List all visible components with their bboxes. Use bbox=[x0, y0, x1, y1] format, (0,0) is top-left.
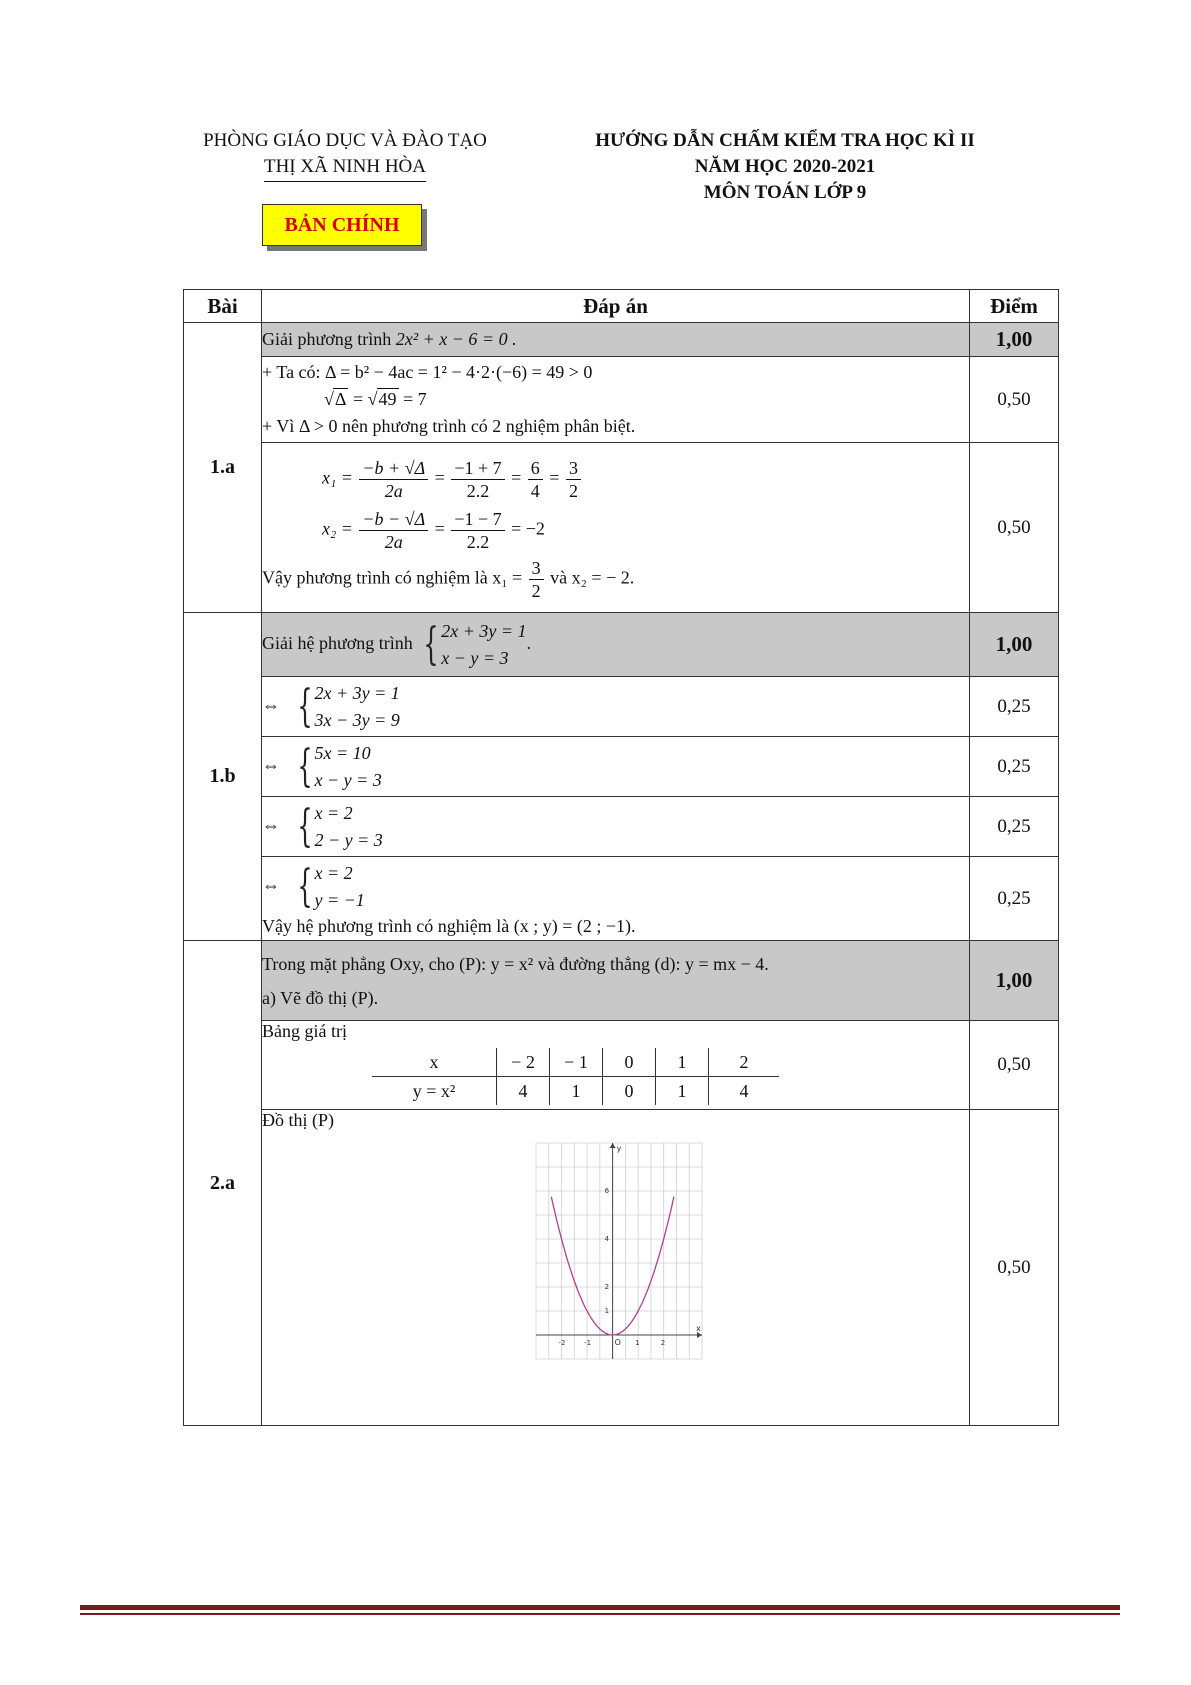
col-dapan: Đáp án bbox=[262, 290, 970, 323]
x-axis-label: x bbox=[696, 1324, 701, 1333]
p1b-label: 1.b bbox=[184, 613, 262, 941]
p1b-question-points: 1,00 bbox=[970, 613, 1059, 677]
y-row-label: y = x² bbox=[372, 1077, 497, 1106]
x1-label: x₁ = bbox=[322, 467, 353, 488]
p2a-table-points: 0,50 bbox=[970, 1021, 1059, 1110]
official-stamp: BẢN CHÍNH bbox=[262, 204, 422, 246]
value-table bbox=[372, 1048, 779, 1105]
p1b-step2: ⇔ { 5x = 10 x − y = 3 bbox=[262, 737, 970, 797]
graph-title: Đồ thị (P) bbox=[262, 1110, 334, 1130]
p1b-question-text: Giải hệ phương trình bbox=[262, 632, 413, 653]
x2-label: x₂ = bbox=[322, 518, 353, 539]
p1b-question-row bbox=[184, 613, 1059, 677]
p1b-step4: ⇔ { x = 2 y = −1 Vậy hệ phương trình có nghiệm là (x ; y) = (2 ; −1). bbox=[262, 857, 970, 941]
title-line3: MÔN TOÁN LỚP 9 bbox=[703, 182, 867, 203]
p1b-step2-row bbox=[184, 737, 1059, 797]
title-line1: HƯỚNG DẪN CHẤM KIỂM TRA HỌC KÌ II bbox=[595, 130, 975, 151]
y-tick-label: 4 bbox=[604, 1235, 610, 1243]
p2a-question-line1: Trong mặt phẳng Oxy, cho (P): y = x² và đường thẳng (d): y = mx − 4. bbox=[262, 953, 769, 974]
p1b-step4-points: 0,25 bbox=[970, 857, 1059, 941]
x2-result: = −2 bbox=[511, 518, 545, 539]
p1b-step1-row bbox=[184, 677, 1059, 737]
p2a-graph-row bbox=[184, 1110, 1059, 1426]
p2a-graph-points: 0,50 bbox=[970, 1110, 1059, 1426]
col-diem: Điểm bbox=[970, 290, 1059, 323]
value-table-x-row bbox=[372, 1048, 779, 1077]
y-tick-label: 2 bbox=[604, 1283, 610, 1291]
p1a-x2: x₂ = $\frac{-b - √\Delta}{2a}$ = $\frac{-1 - 7}{2.2}$ = −2 bbox=[322, 509, 545, 552]
p2a-label: 2.a bbox=[184, 941, 262, 1426]
p1a-question bbox=[262, 323, 970, 357]
x-cell: 2 bbox=[709, 1048, 780, 1077]
p1b-step1: ⇔ { 2x + 3y = 1 3x − 3y = 9 bbox=[262, 677, 970, 737]
p1a-condition: + Vì Δ > 0 nên phương trình có 2 nghiệm phân biệt. bbox=[262, 416, 636, 436]
x-tick-label: 2 bbox=[660, 1339, 666, 1347]
p1b-step3-points: 0,25 bbox=[970, 797, 1059, 857]
p1a-question-text: Giải phương trình bbox=[262, 329, 392, 349]
p1b-step1-points: 0,25 bbox=[970, 677, 1059, 737]
p2a-question-row bbox=[184, 941, 1059, 1021]
x1-frac2: $\frac{-1 + 7}{2.2}$ bbox=[451, 457, 504, 502]
p1a-sqrt-rhs: = 7 bbox=[403, 389, 427, 409]
x2-frac1: $\frac{-b - √\Delta}{2a}$ bbox=[359, 508, 428, 553]
y-cell: 1 bbox=[656, 1077, 709, 1106]
p2a-value-table-cell bbox=[262, 1021, 970, 1110]
x-tick-label: -1 bbox=[584, 1339, 592, 1347]
p1b-question: Giải hệ phương trình { 2x + 3y = 1 x − y = 3 . bbox=[262, 613, 970, 677]
x-tick-label: -2 bbox=[558, 1339, 566, 1347]
p1a-step2-points: 0,50 bbox=[970, 443, 1059, 613]
x-cell: − 1 bbox=[550, 1048, 603, 1077]
p1a-sqrt-line: √Δ = √49 = 7 bbox=[324, 389, 427, 409]
p1b-step3-row bbox=[184, 797, 1059, 857]
p1a-sqrt-mid: 49 bbox=[378, 389, 397, 409]
x2-frac2: $\frac{-1 - 7}{2.2}$ bbox=[451, 508, 504, 553]
x-cell: 0 bbox=[603, 1048, 656, 1077]
equiv-arrow: ⇔ bbox=[262, 754, 280, 775]
y-cell: 1 bbox=[550, 1077, 603, 1106]
y-cell: 4 bbox=[497, 1077, 550, 1106]
grading-table bbox=[183, 289, 1059, 1426]
table-header-row bbox=[184, 290, 1059, 323]
org-line2: THỊ XÃ NINH HÒA bbox=[264, 154, 426, 182]
p1b-conclusion: Vậy hệ phương trình có nghiệm là (x ; y) = (2 ; −1). bbox=[262, 916, 636, 936]
p1a-step2-row bbox=[184, 443, 1059, 613]
p1a-x1: x₁ = $\frac{-b + √\Delta}{2a}$ = $\frac{-1 + 7}{2.2}$ = $\frac{6}{4}$ = $\frac{3}{2}$ bbox=[262, 457, 969, 502]
title-line2: NĂM HỌC 2020-2021 bbox=[694, 156, 876, 177]
x-row-label: x bbox=[429, 1051, 439, 1072]
x-cell: 1 bbox=[656, 1048, 709, 1077]
p1a-step2 bbox=[262, 443, 970, 613]
x-cell: − 2 bbox=[497, 1048, 550, 1077]
p1a-sqrt-lhs: Δ bbox=[334, 389, 347, 409]
p1a-question-eq: 2x² + x − 6 = 0 . bbox=[395, 329, 517, 349]
conclusion-frac: $\frac{3}{2}$ bbox=[529, 557, 544, 602]
org-line1: PHÒNG GIÁO DỤC VÀ ĐÀO TẠO bbox=[203, 130, 487, 151]
p1b-step4-row bbox=[184, 857, 1059, 941]
p1b-question-system: { 2x + 3y = 1 x − y = 3 bbox=[423, 618, 527, 670]
p1a-label: 1.a bbox=[184, 323, 262, 613]
p1a-step1 bbox=[262, 357, 970, 443]
value-table-y-row bbox=[372, 1077, 779, 1106]
p1b-step2-points: 0,25 bbox=[970, 737, 1059, 797]
footer-rule bbox=[80, 1605, 1120, 1615]
equiv-arrow: ⇔ bbox=[262, 694, 280, 715]
doc-title bbox=[565, 128, 1005, 206]
p1a-question-points: 1,00 bbox=[970, 323, 1059, 357]
y-axis-label: y bbox=[616, 1144, 622, 1153]
p1b-step3: ⇔ { x = 2 2 − y = 3 bbox=[262, 797, 970, 857]
equiv-arrow: ⇔ bbox=[262, 875, 280, 896]
y-tick-label: 6 bbox=[604, 1187, 610, 1195]
x-tick-label: 1 bbox=[635, 1339, 640, 1347]
parabola-graph bbox=[530, 1137, 710, 1371]
p2a-question-points: 1,00 bbox=[970, 941, 1059, 1021]
equiv-arrow: ⇔ bbox=[262, 814, 280, 835]
p2a-question-line2: a) Vẽ đồ thị (P). bbox=[262, 987, 379, 1008]
y-cell: 4 bbox=[709, 1077, 780, 1106]
x1-frac4: $\frac{3}{2}$ bbox=[566, 457, 581, 502]
p1a-question-row bbox=[184, 323, 1059, 357]
p1a-step1-points: 0,50 bbox=[970, 357, 1059, 443]
value-table-title: Bảng giá trị bbox=[262, 1021, 347, 1041]
col-bai: Bài bbox=[184, 290, 262, 323]
origin-label: O bbox=[614, 1338, 621, 1347]
p1a-discriminant: + Ta có: Δ = b² − 4ac = 1² − 4·2·(−6) = 49 > 0 bbox=[262, 362, 593, 382]
y-axis-arrow bbox=[610, 1143, 616, 1148]
y-tick-label: 1 bbox=[604, 1307, 610, 1315]
x1-frac1: $\frac{-b + √\Delta}{2a}$ bbox=[359, 457, 428, 502]
p2a-graph-cell bbox=[262, 1110, 970, 1426]
x1-frac3: $\frac{6}{4}$ bbox=[528, 457, 543, 502]
p2a-question bbox=[262, 941, 970, 1021]
p2a-table-row bbox=[184, 1021, 1059, 1110]
p1a-conclusion: Vậy phương trình có nghiệm là x₁ = $\frac{3}{2}$ và x₂ = − 2. bbox=[262, 558, 635, 601]
p1a-step1-row bbox=[184, 357, 1059, 443]
y-cell: 0 bbox=[603, 1077, 656, 1106]
org-header bbox=[180, 128, 510, 182]
